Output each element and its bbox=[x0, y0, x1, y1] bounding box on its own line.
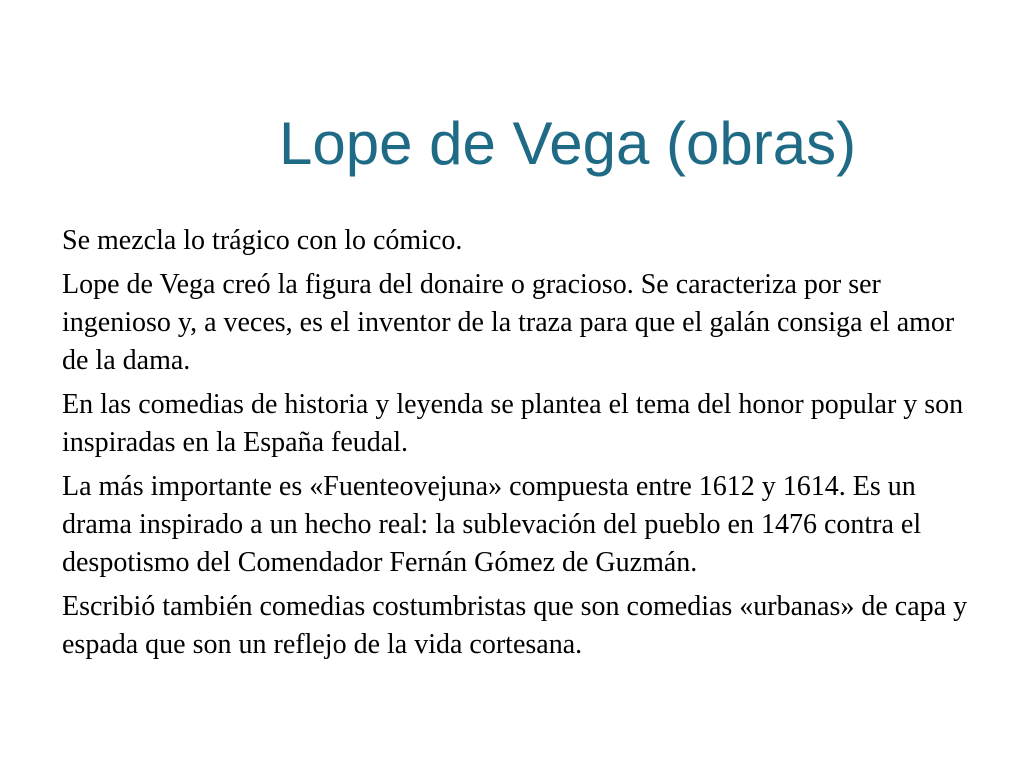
paragraph: La más importante es «Fuenteovejuna» compuesta entre 1612 y 1614. Es un drama inspirado a un hecho real: la sublevación del pueblo en 1476 contra el despotismo del Comendador Fernán Gómez de Guzmán. bbox=[62, 471, 922, 578]
slide-body bbox=[62, 222, 982, 670]
paragraph: Escribió también comedias costumbristas que son comedias «urbanas» de capa y espada que son un reflejo de la vida cortesana. bbox=[62, 591, 968, 660]
slide-title: Lope de Vega (obras) bbox=[279, 110, 857, 177]
paragraph: En las comedias de historia y leyenda se plantea el tema del honor popular y son inspiradas en la España feudal. bbox=[62, 389, 964, 458]
paragraph: Lope de Vega creó la figura del donaire o gracioso. Se caracteriza por ser ingenioso y, a veces, es el inventor de la traza para que el galán consiga el amor de la dama. bbox=[62, 269, 955, 376]
paragraph: Se mezcla lo trágico con lo cómico. bbox=[62, 225, 463, 256]
